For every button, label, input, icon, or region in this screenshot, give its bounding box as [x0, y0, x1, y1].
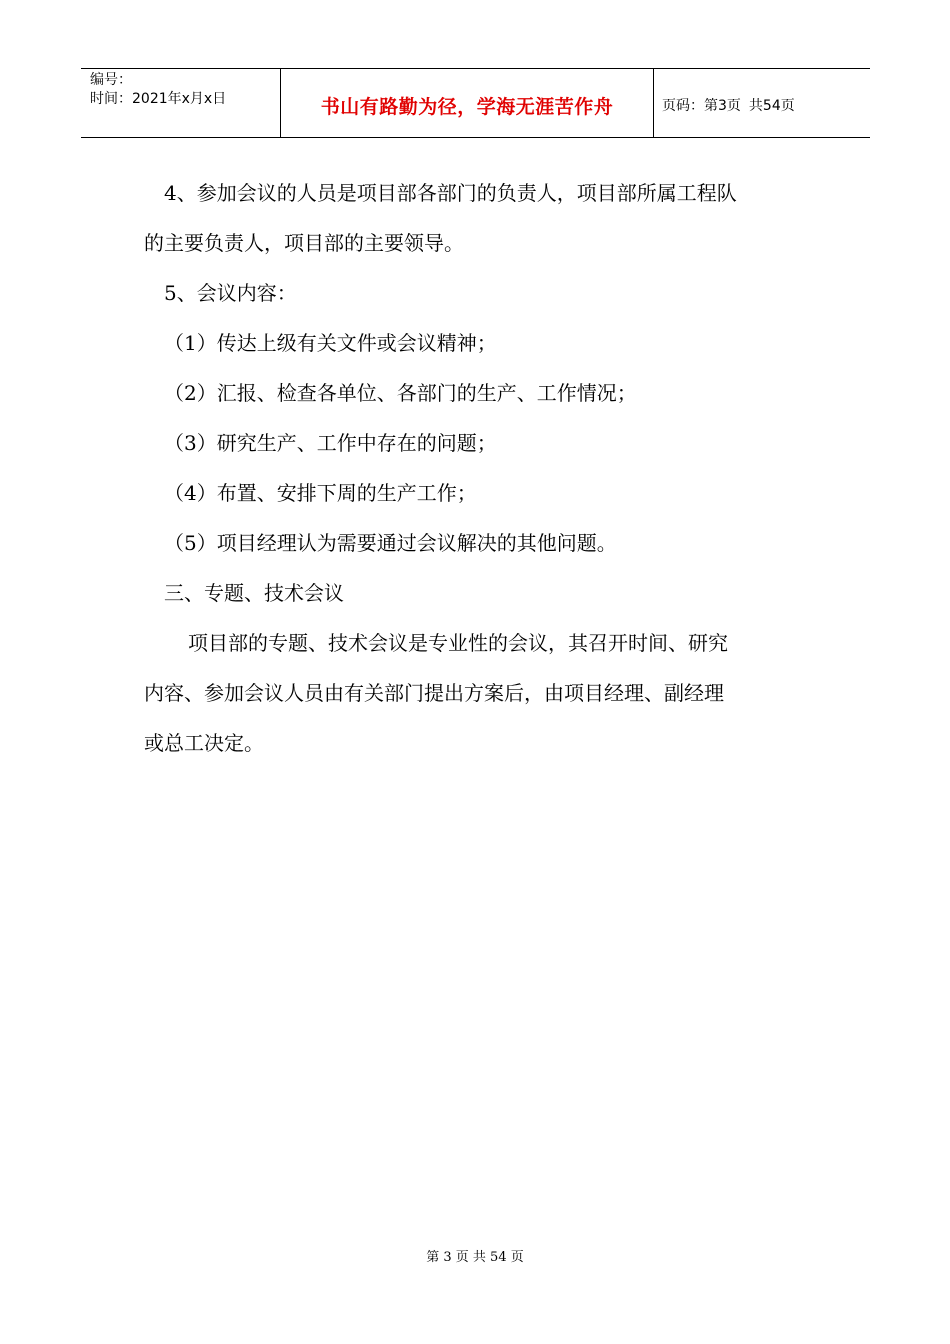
list-item: （4）布置、安排下周的生产工作； [164, 481, 477, 505]
list-item: （2）汇报、检查各单位、各部门的生产、工作情况； [164, 381, 637, 405]
list-item: （5）项目经理认为需要通过会议解决的其他问题。 [164, 531, 617, 555]
header-motto: 书山有路勤为径，学海无涯苦作舟 [320, 95, 614, 118]
page-footer: 第 3 页 共 54 页 [426, 1250, 524, 1265]
header-left-cell [81, 69, 281, 137]
header-right-cell [654, 71, 870, 139]
paragraph-line: 项目部的专题、技术会议是专业性的会议，其召开时间、研究 [188, 631, 728, 655]
paragraph-line: 或总工决定。 [144, 731, 264, 755]
document-date-label: 时间：2021年x月x日 [90, 91, 227, 107]
paragraph-line: 5、会议内容： [164, 281, 297, 305]
paragraph-line: 的主要负责人，项目部的主要领导。 [144, 231, 464, 255]
list-item: （3）研究生产、工作中存在的问题； [164, 431, 497, 455]
document-number-label: 编号： [90, 72, 132, 88]
list-item: （1）传达上级有关文件或会议精神； [164, 331, 497, 355]
section-heading: 三、专题、技术会议 [164, 581, 344, 605]
header-page-total: 共54页 [748, 98, 795, 114]
paragraph-line: 4、参加会议的人员是项目部各部门的负责人，项目部所属工程队 [164, 181, 737, 205]
header-middle-cell [281, 69, 654, 137]
paragraph-line: 内容、参加会议人员由有关部门提出方案后，由项目经理、副经理 [144, 681, 724, 705]
page-header [81, 68, 870, 138]
document-body [144, 168, 814, 768]
header-page-number: 页码：第3页 [662, 98, 741, 114]
